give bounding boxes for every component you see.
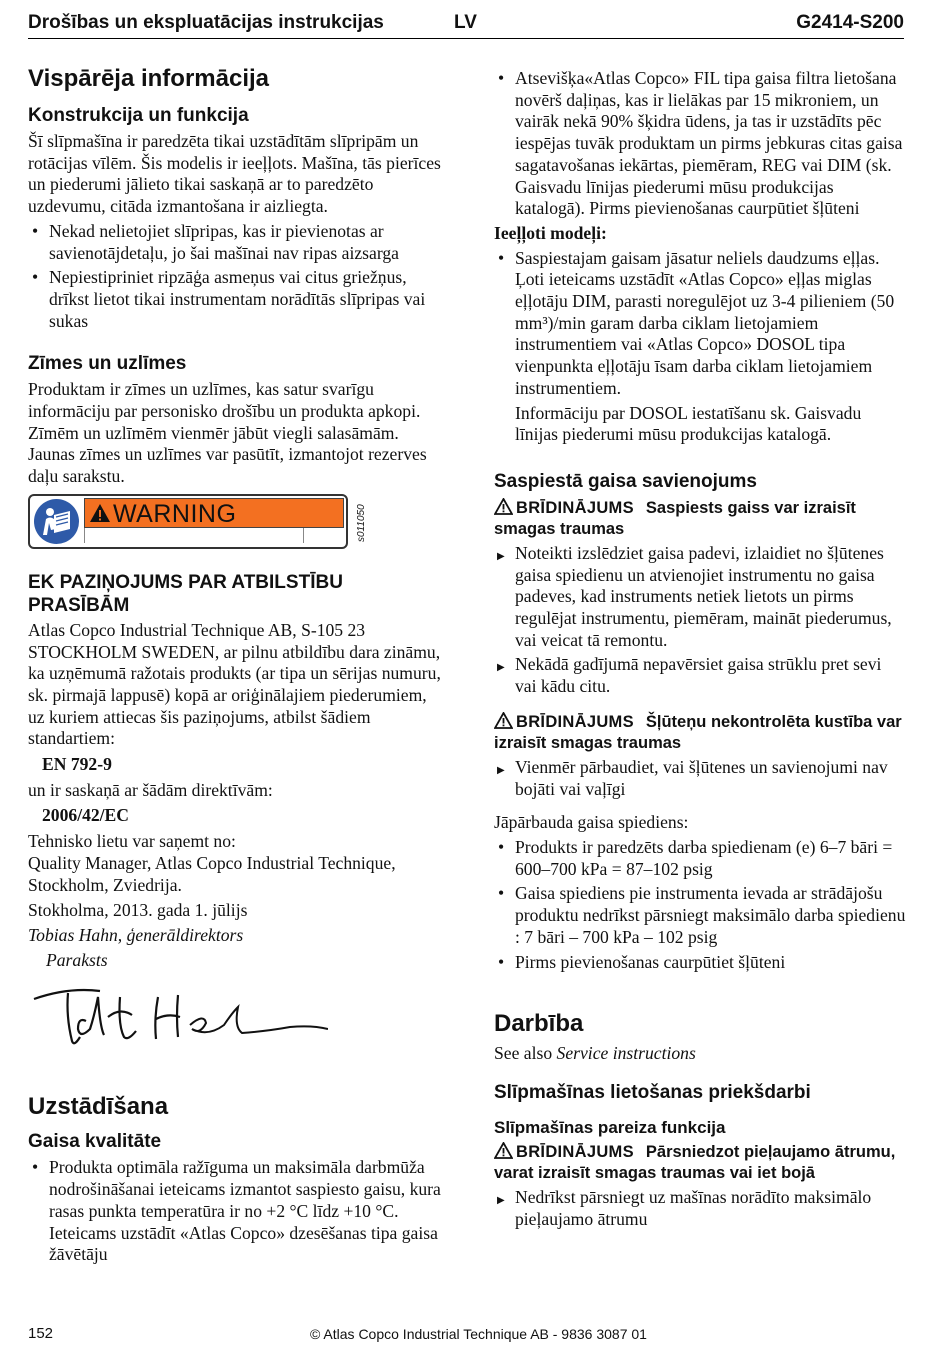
- warning-overspeed: [494, 1142, 906, 1184]
- list-item: ▶ Nekādā gadījumā nepavērsiet gaisa strūklu pret sevi vai kādu citu.: [494, 654, 906, 697]
- list-item: • Nekad nelietojiet slīpripas, kas ir pievienotas ar savienotājdetaļu, jo šai mašīnai nav ripas aizsarga: [28, 221, 443, 264]
- warning-label: BRĪDINĀJUMS: [516, 498, 634, 517]
- ec-place-date: Stokholma, 2013. gada 1. jūlijs: [28, 900, 248, 921]
- ec-signature-label: Paraksts: [46, 949, 108, 970]
- lubricated-list: [494, 248, 906, 400]
- ec-heading: EK PAZIŅOJUMS PAR ATBILSTĪBU PRASĪBĀM: [28, 571, 343, 616]
- warning-steps: [494, 543, 906, 698]
- page-number: 152: [28, 1325, 54, 1342]
- page-header: [28, 10, 904, 39]
- header-title: Drošības un ekspluatācijas instrukcijas: [28, 12, 384, 33]
- air-quality-heading: Gaisa kvalitāte: [28, 1131, 162, 1153]
- construction-heading: Konstrukcija un funkcija: [28, 105, 249, 126]
- ec-doc-from: Quality Manager, Atlas Copco Industrial Technique, Stockholm, Zviedrija.: [28, 852, 396, 895]
- list-item: ▶ Noteikti izslēdziet gaisa padevi, izlaidiet no šļūtenes gaisa spiedienu un atvienojiet instrumentu no gaisa padeves, kad instruments netiek lietots un pirms regulējat instrumentu, piemēram, maināt piederumus, vai veicat tā remontu.: [494, 543, 906, 652]
- read-manual-icon: [34, 499, 79, 544]
- ec-doc-intro: Tehnisko lietu var saņemt no:: [28, 831, 236, 852]
- see-also: [494, 1043, 906, 1065]
- lubricated-heading: Ieeļļoti modeļi:: [494, 222, 607, 243]
- ec-standard: EN 792-9: [42, 754, 112, 775]
- preparation-heading: Slīpmašīnas lietošanas priekšdarbi: [494, 1081, 811, 1103]
- copyright: © Atlas Copco Industrial Technique AB - 9836 3087 01: [310, 1326, 647, 1342]
- list-item: • Pirms pievienošanas caurpūtiet šļūteni: [494, 952, 906, 974]
- warning-triangle-icon: [89, 503, 111, 523]
- ec-directive-intro: un ir saskaņā ar šādām direktīvām:: [28, 779, 273, 800]
- warning-banner: [84, 498, 344, 528]
- warning-word: WARNING: [113, 499, 237, 528]
- warning-text: Saspiests gaiss var izraisīt smagas traumas: [494, 498, 856, 538]
- signs-text: Produktam ir zīmes un uzlīmes, kas satur svarīgu informāciju par personisko drošību un produkta apkopi. Zīmēm un uzlīmēm vienmēr jābūt viegli salasāmām. Jaunas zīmes un uzlīmes var pasūtīt, izmantojot rezerves daļu sarakstu.: [28, 379, 427, 487]
- signs-heading: Zīmes un uzlīmes: [28, 353, 187, 375]
- header-language: LV: [454, 12, 477, 33]
- general-info-heading: Vispārēja informācija: [28, 65, 270, 92]
- ec-signatory: Tobias Hahn, ģenerāldirektors: [28, 924, 244, 945]
- list-item: • Nepiestipriniet ripzāģa asmeņus vai citus griežņus, drīkst lietot tikai instrumentam norādītās slīpripas vai sukas: [28, 267, 443, 332]
- warning-sticker: [28, 494, 348, 549]
- ec-text: Atlas Copco Industrial Technique AB, S-105 23 STOCKHOLM SWEDEN, ar pilnu atbildību dara zināmu, ka uzņēmumā ražotais produkts (ar tipa un sērijas numuru, sk. pirmajā lappusē) kopā ar oriģinālajiem piederumiem, uz kuriem attiecas šis paziņojums, atbilst šādiem standartiem:: [28, 619, 441, 749]
- list-item: ▶ Vienmēr pārbaudiet, vai šļūtenes un savienojumi nav bojāti vai vaļīgi: [494, 757, 906, 800]
- lubricated-note: Informāciju par DOSOL iestatīšanu sk. Gaisvadu līnijas piederumi mūsu produkcijas katalogā.: [515, 402, 862, 445]
- see-also-ref: Service instructions: [556, 1043, 696, 1064]
- installation-heading: Uzstādīšana: [28, 1093, 169, 1121]
- warning-triangle-icon: [494, 1142, 513, 1158]
- air-quality-list: [28, 1157, 443, 1266]
- warning-text: Pārsniedzot pieļaujamo ātrumu, varat izraisīt smagas traumas vai iet bojā: [494, 1142, 896, 1182]
- see-also-text: See also: [494, 1043, 557, 1064]
- connection-heading: Saspiestā gaisa savienojums: [494, 470, 757, 492]
- header-model-code: G2414-S200: [796, 12, 904, 33]
- sticker-lines: [84, 528, 343, 543]
- warning-label: BRĪDINĀJUMS: [516, 712, 634, 731]
- warning-triangle-icon: [494, 712, 513, 728]
- warning-triangle-icon: [494, 498, 513, 514]
- filter-list: [494, 68, 906, 220]
- list-item: ▶ Nedrīkst pārsniegt uz mašīnas norādīto maksimālo pieļaujamo ātrumu: [494, 1187, 906, 1230]
- list-item: • Produkta optimāla ražīguma un maksimāla darbmūža nodrošināšanai ieteicams izmantot saspiesto gaisu, kura rasas punkta temperatūra ir no +2 °C līdz +10 °C. Ieteicams uzstādīt «Atlas Copco» dzesēšanas tipa gaisa žāvētāju: [28, 1157, 443, 1266]
- list-item: • Saspiestajam gaisam jāsatur neliels daudzums eļļas. Ļoti ieteicams uzstādīt «Atlas Copco» eļļas miglas eļļotāju DIM, parasti noregulējot uz 3-4 pilieniem (50 mm³)/min garam darba ciklam lietojamiem instrumentiem vai «Atlas Copco» DOSOL tipa vienpunkta eļļotāju īsam darba ciklam lietojamiem instrumentiem.: [494, 248, 906, 400]
- list-item: • Atsevišķa«Atlas Copco» FIL tipa gaisa filtra lietošana novērš daļiņas, kas ir lielākas par 15 mikroniem, un vairāk nekā 90% šķidra ūdens, ja tas ir uzstādīts pēc iespējas tuvāk produktam un pirms jebkuras citas gaisa sagatavošanas iekārtas, piemēram, REG vai DIM (sk. Gaisvadu līnijas piederumi mūsu produkcijas katalogā). Pirms pievienošanas caurpūtiet šļūteni: [494, 68, 906, 220]
- function-heading: Slīpmašīnas pareiza funkcija: [494, 1117, 726, 1137]
- list-item: • Produkts ir paredzēts darba spiedienam (e) 6–7 bāri = 600–700 kPa = 87–102 psig: [494, 837, 906, 880]
- warning-label: BRĪDINĀJUMS: [516, 1142, 634, 1161]
- left-column: [28, 64, 443, 1269]
- ec-directive: 2006/42/EC: [42, 805, 129, 826]
- construction-text: Šī slīpmašīna ir paredzēta tikai uzstādītām slīpripām un rotācijas vīlēm. Šis modelis ir ieeļļots. Mašīna, tās pierīces un piederumi jālieto tikai saskaņā ar to paredzēto uzdevumu, citāda izmantošana ir aizliegta.: [28, 131, 441, 217]
- construction-list: [28, 221, 443, 333]
- signature-image: [28, 977, 443, 1062]
- warning-steps: [494, 757, 906, 800]
- pressure-list: [494, 837, 906, 973]
- right-column: [494, 68, 906, 1233]
- warning-hose-whip: [494, 712, 906, 754]
- list-item: • Gaisa spiediens pie instrumenta ievada ar strādājošu produktu nedrīkst pārsniegt maksimālo darba spiedienu : 7 bāri – 700 kPa – 102 psig: [494, 883, 906, 948]
- operation-heading: Darbība: [494, 1010, 584, 1038]
- image-code: s011050: [356, 504, 367, 542]
- warning-steps: [494, 1187, 906, 1230]
- warning-compressed-air: [494, 498, 906, 540]
- pressure-intro: Jāpārbauda gaisa spiediens:: [494, 812, 689, 833]
- warning-text: Šļūteņu nekontrolēta kustība var izraisīt smagas traumas: [494, 712, 902, 752]
